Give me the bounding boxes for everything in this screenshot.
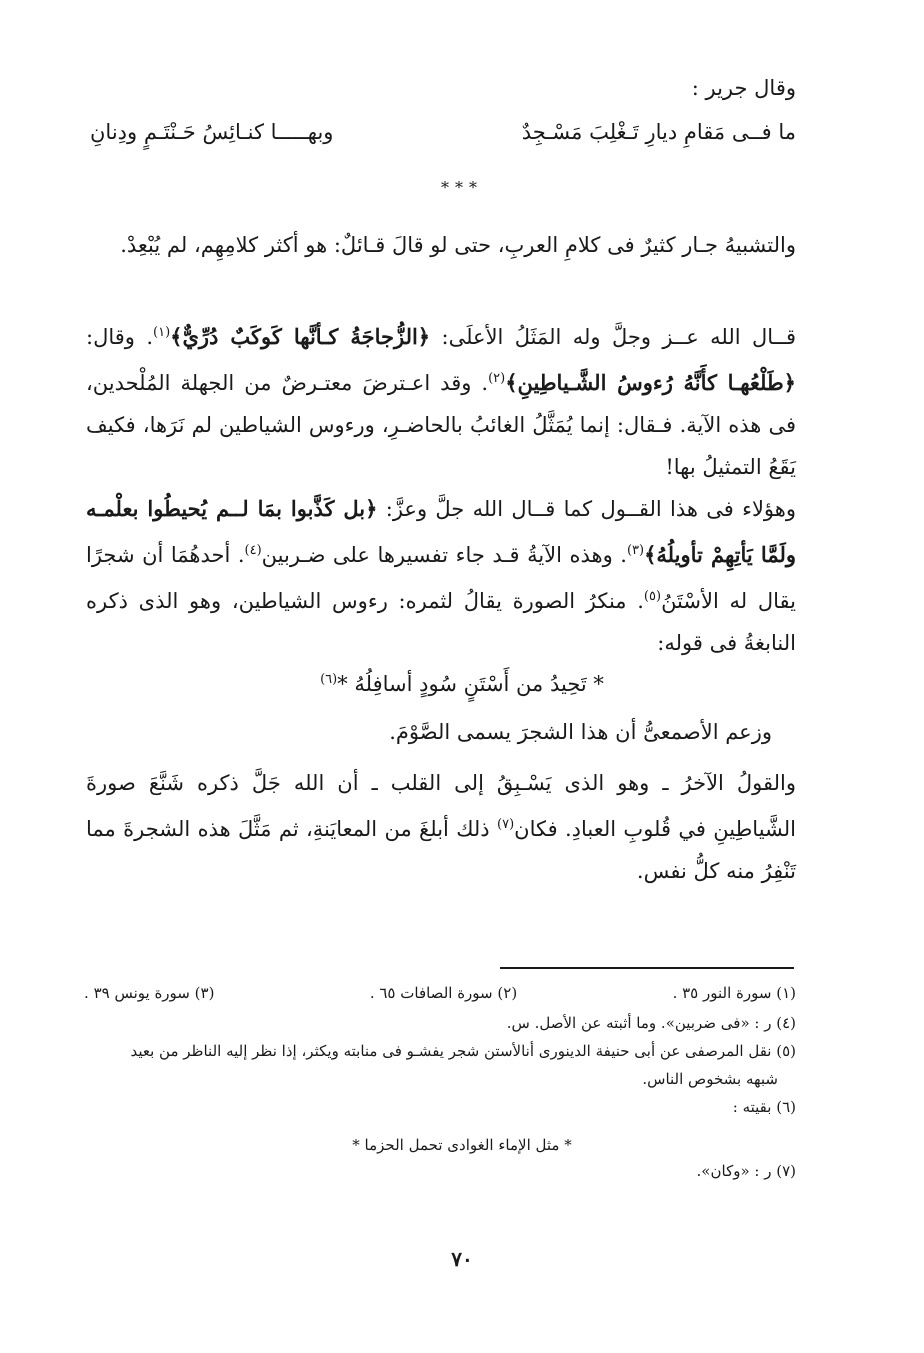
p2-line1-post: . bbox=[146, 325, 153, 349]
p3-mid: . وهذه الآيةُ قـد جاء تفسيرها على ضـربين bbox=[261, 543, 627, 567]
quran-quote-kadhabu: ﴿بل كَذَّبوا بمَا لــم يُحيطُوا بعلْمـه ولَمَّا يَأتِهِمْ تأويلُهُ﴾ bbox=[86, 496, 796, 567]
footnote-4: (٤) ر : «فى ضربين». وما أثبته عن الأصل. س. bbox=[506, 1014, 796, 1032]
footnote-5-line-1: (٥) نقل المرصفى عن أبى حنيفة الدينورى أنالأستن شجر يفشـو فى منابته ويكثر، إذا نظر إليه الناظر من بعيد bbox=[130, 1042, 796, 1060]
footnote-2: (٢) سورة الصافات ٦٥ . bbox=[369, 984, 518, 1002]
p3-pre: وهؤلاء فى هذا القــول كما قــال الله جلَّ وعزَّ: bbox=[377, 497, 796, 521]
quran-quote-talauha: ﴿طَلْعُهـا كأَنَّهُ رُءوسُ الشَّـياطِينِ﴾ bbox=[505, 370, 796, 395]
footnote-5-line-2: شبهه بشخوص الناس. bbox=[642, 1070, 778, 1088]
section-separator: *** bbox=[441, 178, 483, 197]
footnote-6: (٦) بقيته : bbox=[732, 1098, 796, 1116]
footnote-7: (٧) ر : «وكان». bbox=[696, 1162, 796, 1180]
verse-nabigha-text: * تَحِيدُ من أَسْتَنٍ سُودٍ أسافِلُهُ * bbox=[337, 672, 604, 696]
footnote-ref-5: (٥) bbox=[643, 589, 662, 604]
p2-line1-pre: قــال الله عــز وجلَّ وله المَثَلُ الأعلَى: bbox=[430, 325, 796, 349]
footnote-ref-7: (٧) bbox=[497, 817, 515, 832]
p3-tail: . منكرُ الصورة يقالُ لثمره: رءوس الشياطين، وهو الذى ذكره النابغةُ فى قوله: bbox=[86, 589, 796, 655]
footnote-ref-2: (٢) bbox=[488, 371, 506, 386]
asmai-line: وزعم الأصمعىُّ أن هذا الشجرَ يسمى الصَّوْمَ. bbox=[389, 720, 772, 744]
paragraph-two-interpretations bbox=[86, 488, 796, 664]
footnote-ref-1: (١) bbox=[153, 325, 171, 340]
footnote-ref-6: (٦) bbox=[320, 672, 338, 687]
p4-post: ذلك أبلغَ من المعايَنةِ، ثم مَثَّلَ هذه الشجرةَ مما تَنْفِرُ منه كلُّ نفس. bbox=[86, 817, 796, 883]
paragraph-tashbih: والتشبيهُ جـار كثيرٌ فى كلامِ العربِ، حتى لو قالَ قـائلٌ: هو أكثر كلامِهِم، لم يُبْعِدْ. bbox=[120, 233, 796, 257]
footnotes-row-1 bbox=[84, 984, 796, 1002]
verse-nabigha bbox=[0, 672, 924, 696]
intro-line: وقال جرير : bbox=[691, 76, 796, 100]
verse-first-hemistich: ما فــى مَقامِ ديارِ تَـغْلِبَ مَسْـجِدٌ bbox=[521, 120, 796, 144]
p3-post: . أحدهُمَا أن شجرًا يقال له الأسْتَنُ bbox=[86, 543, 796, 613]
p2-line2-post: . وقد اعـترضَ معتـرضٌ من الجهلة المُلْحدين، فى هذه الآية. فـقال: إنما يُمَثَّلُ الغائبُ بالحاضـرِ، ورءوس الشياطين لم نَرَها، فكيف يَقَعُ التمثيلُ بها! bbox=[86, 371, 796, 479]
footnote-6-verse: * مثل الإماء الغوادى تحمل الحزما * bbox=[352, 1136, 572, 1154]
verse-jarir bbox=[90, 120, 796, 144]
paragraph-second-view bbox=[86, 762, 796, 892]
footnote-ref-4: (٤) bbox=[244, 543, 262, 558]
p2-line2-pre: وقال: bbox=[86, 325, 135, 349]
footnote-3: (٣) سورة يونس ٣٩ . bbox=[84, 984, 215, 1002]
footnote-ref-3: (٣) bbox=[626, 543, 645, 558]
page-number: ٧٠ bbox=[451, 1247, 473, 1271]
paragraph-quran-examples bbox=[86, 312, 796, 488]
quran-quote-zujaja: ﴿الزُّجاجَةُ كـأنَّها كَوكَبٌ دُرِّيٌّ﴾ bbox=[170, 324, 431, 349]
verse-second-hemistich: وبهـــــا كنـائِسُ حَـنْتَـمٍ ودِنانِ bbox=[90, 120, 334, 144]
p4-pre: والقولُ الآخرُ ـ وهو الذى يَسْـبِقُ إلى القلب ـ أن الله جَلَّ ذكره شَنَّعَ صورةَ الشَّياطِينِ في قُلوبِ العبادِ. فكان bbox=[86, 771, 796, 841]
footnote-1: (١) سورة النور ٣٥ . bbox=[672, 984, 796, 1002]
footnote-divider bbox=[500, 967, 794, 969]
